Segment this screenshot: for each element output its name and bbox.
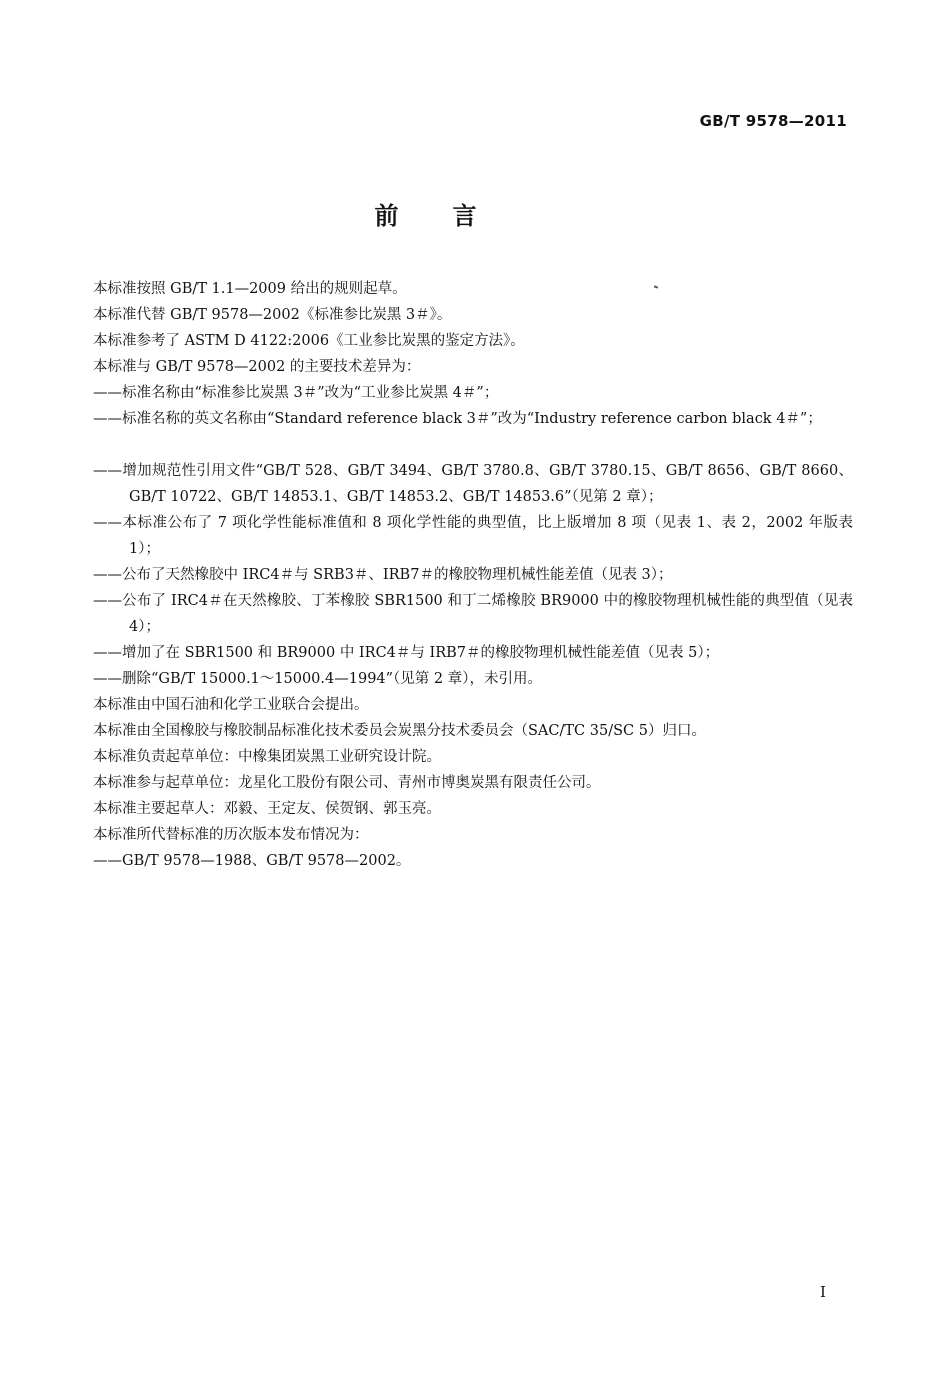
paragraph-replaces: 本标准代替 GB/T 9578—2002《标准参比炭黑 3＃》。 bbox=[93, 307, 452, 323]
paragraph-administered-by: 本标准由全国橡胶与橡胶制品标准化技术委员会炭黑分技术委员会（SAC/TC 35/SC 5）归口。 bbox=[93, 723, 706, 739]
paragraph-drafting-rules: 本标准按照 GB/T 1.1—2009 给出的规则起草。 bbox=[93, 281, 407, 297]
paragraph-reference: 本标准参考了 ASTM D 4122:2006《工业参比炭黑的鉴定方法》。 bbox=[93, 333, 525, 349]
paragraph-history-intro: 本标准所代替标准的历次版本发布情况为： bbox=[93, 827, 369, 843]
paragraph-lead-drafter: 本标准负责起草单位：中橡集团炭黑工业研究设计院。 bbox=[93, 749, 441, 765]
paragraph-main-drafters: 本标准主要起草人：邓毅、王定友、侯贺钢、郭玉亮。 bbox=[93, 801, 441, 817]
difference-item: ——增加规范性引用文件“GB/T 528、GB/T 3494、GB/T 3780.8、GB/T 3780.15、GB/T 8656、GB/T 8660、GB/T 10722、GB/T 14853.1、GB/T 14853.2、GB/T 14853.6”（见第 2 章）； bbox=[93, 463, 853, 505]
difference-item: ——标准名称的英文名称由“Standard reference black 3＃”改为“Industry reference carbon black 4＃”； bbox=[93, 411, 822, 427]
paragraph-differences-intro: 本标准与 GB/T 9578—2002 的主要技术差异为： bbox=[93, 359, 421, 375]
history-item: ——GB/T 9578—1988、GB/T 9578—2002。 bbox=[93, 853, 411, 869]
page-number: I bbox=[820, 1283, 826, 1301]
difference-item: ——本标准公布了 7 项化学性能标准值和 8 项化学性能的典型值，比上版增加 8 项（见表 1、表 2，2002 年版表 1）； bbox=[93, 515, 853, 557]
difference-item: ——删除“GB/T 15000.1～15000.4—1994”（见第 2 章），未引用。 bbox=[93, 671, 542, 687]
difference-item: ——增加了在 SBR1500 和 BR9000 中 IRC4＃与 IRB7＃的橡胶物理机械性能差值（见表 5）； bbox=[93, 645, 720, 661]
paragraph-proposed-by: 本标准由中国石油和化学工业联合会提出。 bbox=[93, 697, 369, 713]
difference-item: ——公布了 IRC4＃在天然橡胶、丁苯橡胶 SBR1500 和丁二烯橡胶 BR9000 中的橡胶物理机械性能的典型值（见表 4）； bbox=[93, 593, 853, 635]
page-title: 前言 bbox=[374, 202, 531, 230]
difference-item: ——公布了天然橡胶中 IRC4＃与 SRB3＃、IRB7＃的橡胶物理机械性能差值（见表 3）； bbox=[93, 567, 673, 583]
foreword-body bbox=[93, 276, 853, 874]
difference-item: ——标准名称由“标准参比炭黑 3＃”改为“工业参比炭黑 4＃”； bbox=[93, 385, 499, 401]
standard-code: GB/T 9578—2011 bbox=[699, 112, 847, 130]
paragraph-participating-drafters: 本标准参与起草单位：龙星化工股份有限公司、青州市博奥炭黑有限责任公司。 bbox=[93, 775, 601, 791]
